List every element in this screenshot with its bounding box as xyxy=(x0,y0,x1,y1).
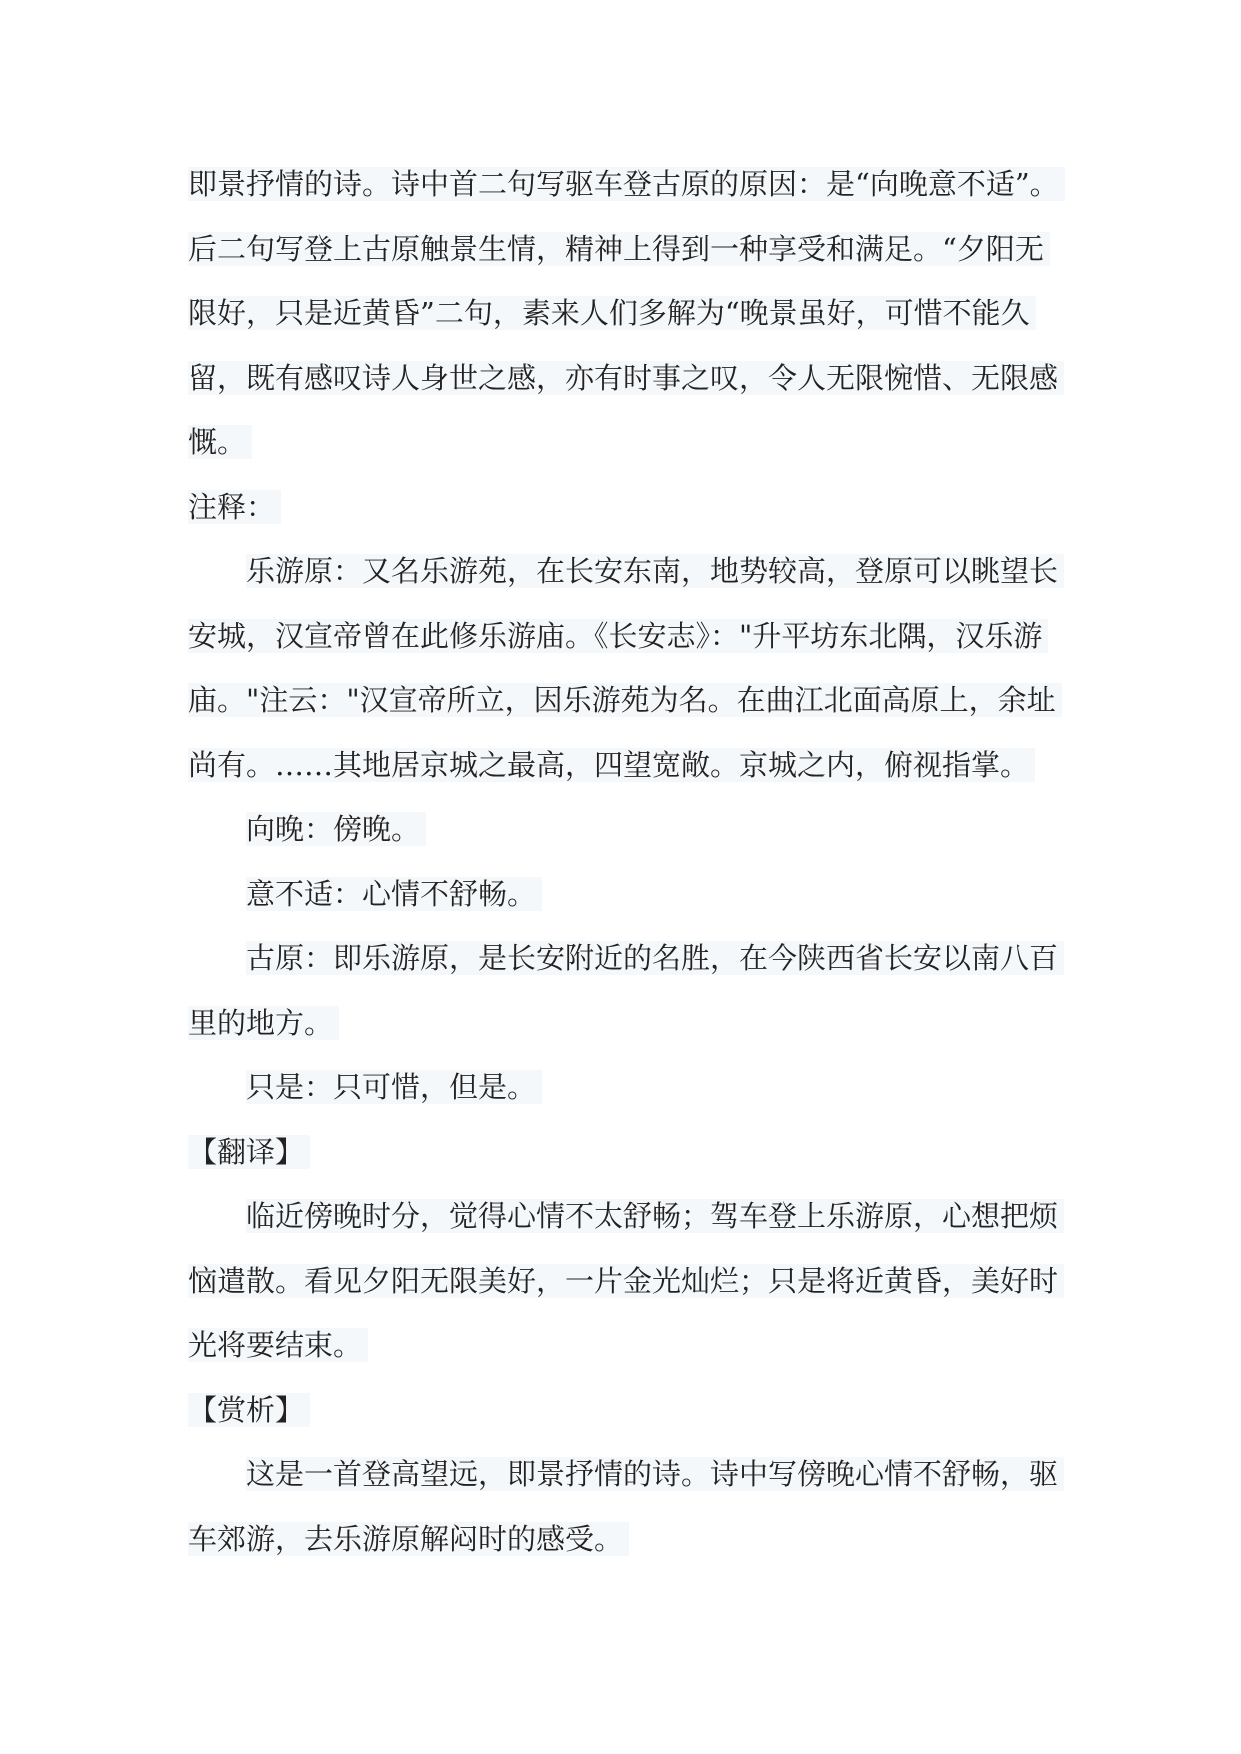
note-item-leyouyuan xyxy=(188,539,1068,797)
note-text: 只是：只可惜，但是。 xyxy=(246,1070,542,1104)
notes-heading-text: 注释： xyxy=(188,490,281,524)
intro-paragraph xyxy=(188,152,1068,475)
appreciation-heading-text: 【赏析】 xyxy=(188,1393,310,1427)
note-item-zhishi xyxy=(188,1055,1068,1120)
note-item-yibushi xyxy=(188,862,1068,927)
note-text: 古原：即乐游原，是长安附近的名胜，在今陕西省长安以南八百里的地方。 xyxy=(188,941,1064,1040)
translation-paragraph xyxy=(188,1184,1068,1378)
appreciation-heading xyxy=(188,1378,1068,1443)
translation-text: 临近傍晚时分，觉得心情不太舒畅；驾车登上乐游原，心想把烦恼遣散。看见夕阳无限美好，一片金光灿烂；只是将近黄昏，美好时光将要结束。 xyxy=(188,1199,1064,1362)
appreciation-text: 这是一首登高望远，即景抒情的诗。诗中写傍晚心情不舒畅，驱车郊游，去乐游原解闷时的感受。 xyxy=(188,1457,1064,1556)
note-text: 意不适：心情不舒畅。 xyxy=(246,877,542,911)
note-text: 向晚：傍晚。 xyxy=(246,812,426,846)
translation-heading xyxy=(188,1120,1068,1185)
intro-text: 即景抒情的诗。诗中首二句写驱车登古原的原因：是“向晚意不适”。后二句写登上古原触景生情，精神上得到一种享受和满足。“夕阳无限好，只是近黄昏”二句，素来人们多解为“晚景虽好，可惜不能久留，既有感叹诗人身世之感，亦有时事之叹，令人无限惋惜、无限感慨。 xyxy=(188,167,1065,459)
notes-heading xyxy=(188,475,1068,540)
note-text: 乐游原：又名乐游苑，在长安东南，地势较高，登原可以眺望长安城，汉宣帝曾在此修乐游庙。《长安志》："升平坊东北隅，汉乐游庙。"注云："汉宣帝所立，因乐游苑为名。在曲江北面高原上，余址尚有。……其地居京城之最高，四望宽敞。京城之内，俯视指掌。 xyxy=(188,554,1064,782)
note-item-xiangwan xyxy=(188,797,1068,862)
translation-heading-text: 【翻译】 xyxy=(188,1135,310,1169)
document-body xyxy=(188,152,1068,1571)
appreciation-paragraph xyxy=(188,1442,1068,1571)
note-item-guyuan xyxy=(188,926,1068,1055)
